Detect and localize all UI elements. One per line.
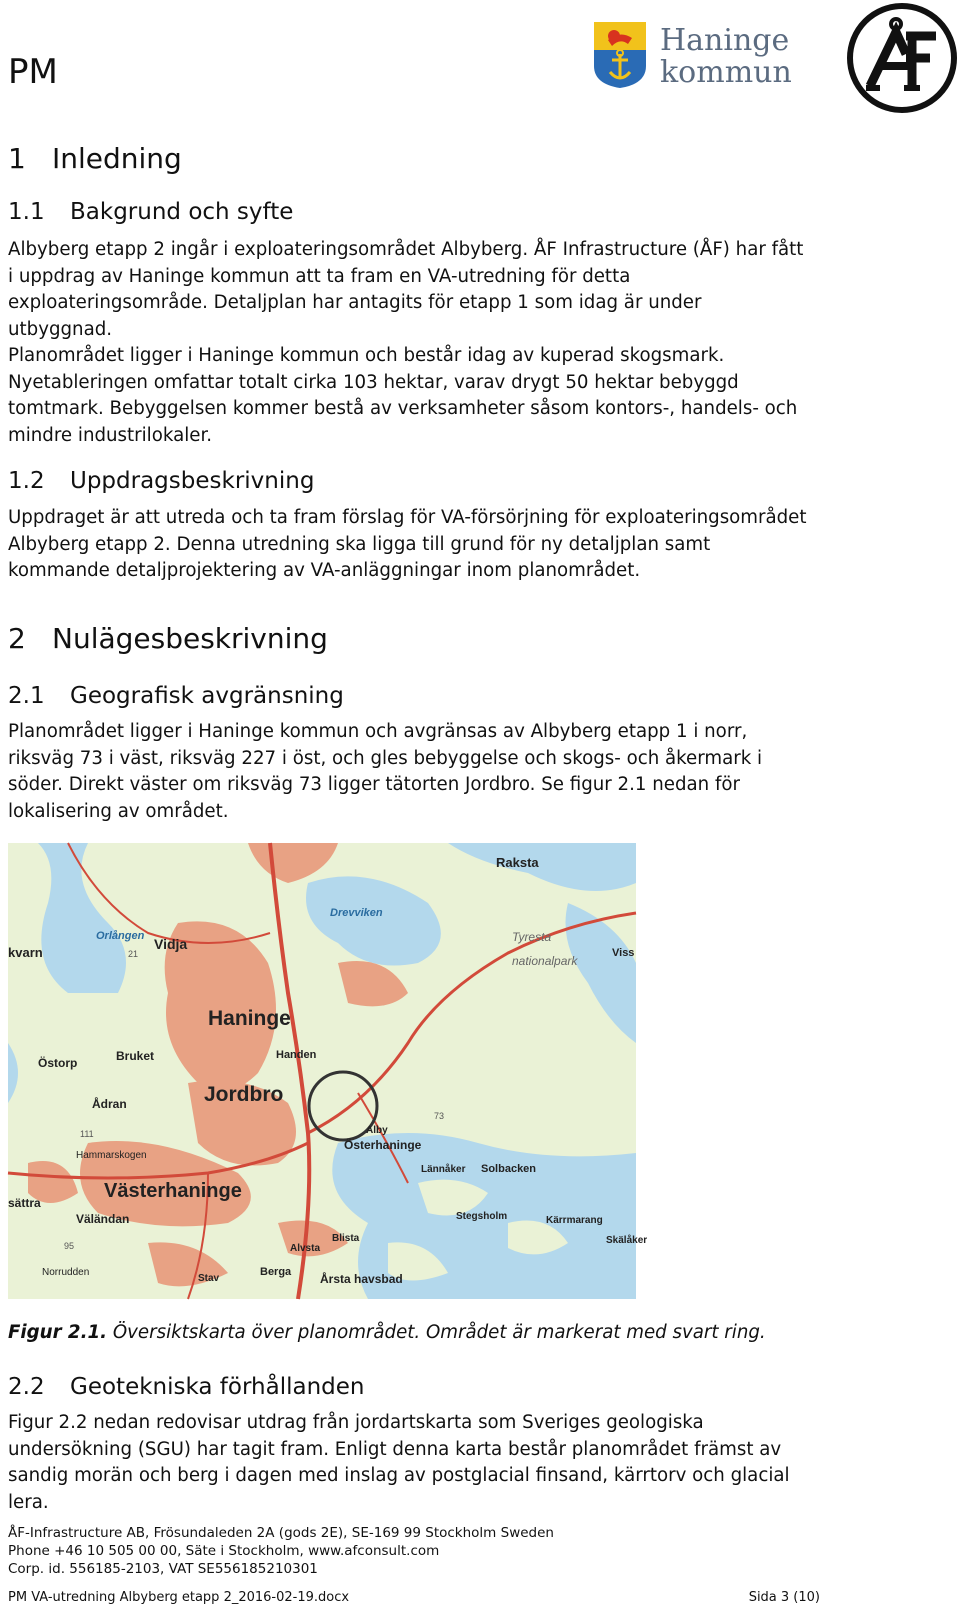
footer-filename: PM VA-utredning Albyberg etapp 2_2016-02-19.docx [8,1590,350,1605]
svg-text:Årsta havsbad: Årsta havsbad [320,1272,403,1286]
section-heading-1-2 [8,467,314,495]
paragraph-geotechnics: Figur 2.2 nedan redovisar utdrag från jordartskarta som Sveriges geologiska undersökning (SGU) har tagit fram. Enligt denna karta består planområdet främst av sandig morän och berg i dagen med inslag av postglacial finsand, kärrtorv och glacial lera. [8,1412,790,1513]
svg-text:Handen: Handen [276,1049,317,1061]
paragraph-assignment: Uppdraget är att utreda och ta fram förslag för VA-försörjning för exploateringsområdet Albyberg etapp 2. Denna utredning ska ligga till grund för ny detaljplan samt kommande detaljprojektering av VA-anläggningar inom planområdet. [8,507,807,581]
section-heading-2 [8,622,328,656]
section-number: 1.2 [8,468,45,494]
section-title: Uppdragsbeskrivning [70,468,315,494]
svg-text:Orlången: Orlången [96,930,145,942]
section-number: 2.1 [8,683,45,709]
af-logo [846,2,958,114]
svg-text:Ådran: Ådran [92,1097,127,1111]
svg-text:Skälåker: Skälåker [606,1235,648,1246]
footer-corp-id: Corp. id. 556185-2103, VAT SE556185210301 [8,1561,318,1577]
section-number: 2.2 [8,1374,45,1400]
section-heading-1 [8,142,182,176]
section-number: 1.1 [8,199,45,225]
svg-text:Jordbro: Jordbro [204,1083,284,1106]
overview-map-figure [8,843,648,1299]
footer-contact: Phone +46 10 505 00 00, Säte i Stockholm, www.afconsult.com [8,1543,440,1559]
svg-text:Blista: Blista [332,1233,360,1244]
footer-page-number: Sida 3 (10) [748,1590,820,1605]
footer-company-address: ÅF-Infrastructure AB, Frösundaleden 2A (gods 2E), SE-169 99 Stockholm Sweden [8,1525,554,1541]
document-type-heading: PM [8,52,58,92]
svg-text:21: 21 [128,949,139,959]
paragraph-background: Albyberg etapp 2 ingår i exploateringsområdet Albyberg. ÅF Infrastructure (ÅF) har fått i uppdrag av Haninge kommun att ta fram en VA-utredning för detta exploateringsområde. Detaljplan har antagits för etapp 1 som idag är under utbyggnad. [8,239,804,340]
svg-text:Österhaninge: Österhaninge [344,1138,422,1152]
svg-text:Norrudden: Norrudden [42,1267,90,1278]
af-emblem-icon [846,2,958,114]
overview-map [8,843,648,1299]
svg-text:Vidja: Vidja [154,936,188,952]
svg-text:Hammarskogen: Hammarskogen [76,1150,147,1161]
svg-text:Östorp: Östorp [38,1056,78,1070]
svg-text:95: 95 [64,1241,75,1251]
svg-text:Alvsta: Alvsta [290,1243,321,1254]
section-number: 1 [8,142,26,175]
svg-text:Haninge: Haninge [660,23,790,58]
svg-text:Alby: Alby [366,1125,388,1136]
section-heading-2-1 [8,682,344,710]
paragraph-geography: Planområdet ligger i Haninge kommun och avgränsas av Albyberg etapp 1 i norr, riksväg 73 i väst, riksväg 227 i öst, och gles bebyggelse och skogs- och åkermark i söder. Direkt väster om riksväg 73 ligger tätorten Jordbro. Se figur 2.1 nedan för lokalisering av området. [8,721,763,822]
section-title: Bakgrund och syfte [70,199,294,225]
paragraph-plan-area: Planområdet ligger i Haninge kommun och består idag av kuperad skogsmark. Nyetableringen omfattar totalt cirka 103 hektar, varav drygt 50 hektar bebyggd tomtmark. Bebyggelsen kommer bestå av verksamheter såsom kontors-, handels- och mindre industrilokaler. [8,345,798,446]
svg-text:Drevviken: Drevviken [330,907,383,919]
svg-text:Stegsholm: Stegsholm [456,1211,508,1222]
svg-text:Stav: Stav [198,1273,220,1284]
svg-text:nationalpark: nationalpark [512,954,578,968]
svg-text:Bruket: Bruket [116,1049,155,1063]
svg-text:sättra: sättra [8,1196,41,1210]
svg-text:73: 73 [434,1111,445,1121]
svg-text:Kärrmarang: Kärrmarang [546,1215,603,1226]
svg-text:Väländan: Väländan [76,1212,130,1226]
svg-text:kommun: kommun [660,55,792,90]
section-title: Geografisk avgränsning [70,683,344,709]
haninge-coat-of-arms-icon [592,20,802,88]
svg-text:Viss: Viss [612,947,635,959]
section-title: Nulägesbeskrivning [52,622,328,655]
svg-text:Västerhaninge: Västerhaninge [104,1180,242,1202]
figure-label: Figur 2.1. [8,1322,108,1343]
svg-text:Tyresta: Tyresta [512,930,552,944]
section-title: Geotekniska förhållanden [70,1374,365,1400]
section-number: 2 [8,622,26,655]
svg-text:Haninge: Haninge [208,1007,291,1030]
section-heading-1-1 [8,198,293,226]
svg-text:Lännåker: Lännåker [421,1164,466,1175]
haninge-kommun-logo [592,20,802,88]
svg-text:Raksta: Raksta [496,855,539,870]
section-title: Inledning [52,142,182,175]
svg-text:kvarn: kvarn [8,945,43,960]
figure-caption-text: Översiktskarta över planområdet. Området är markerat med svart ring. [107,1322,766,1343]
svg-text:Solbacken: Solbacken [481,1163,537,1175]
svg-text:111: 111 [80,1129,94,1139]
figure-caption [8,1320,766,1346]
section-heading-2-2 [8,1373,364,1401]
svg-text:Berga: Berga [260,1266,292,1278]
